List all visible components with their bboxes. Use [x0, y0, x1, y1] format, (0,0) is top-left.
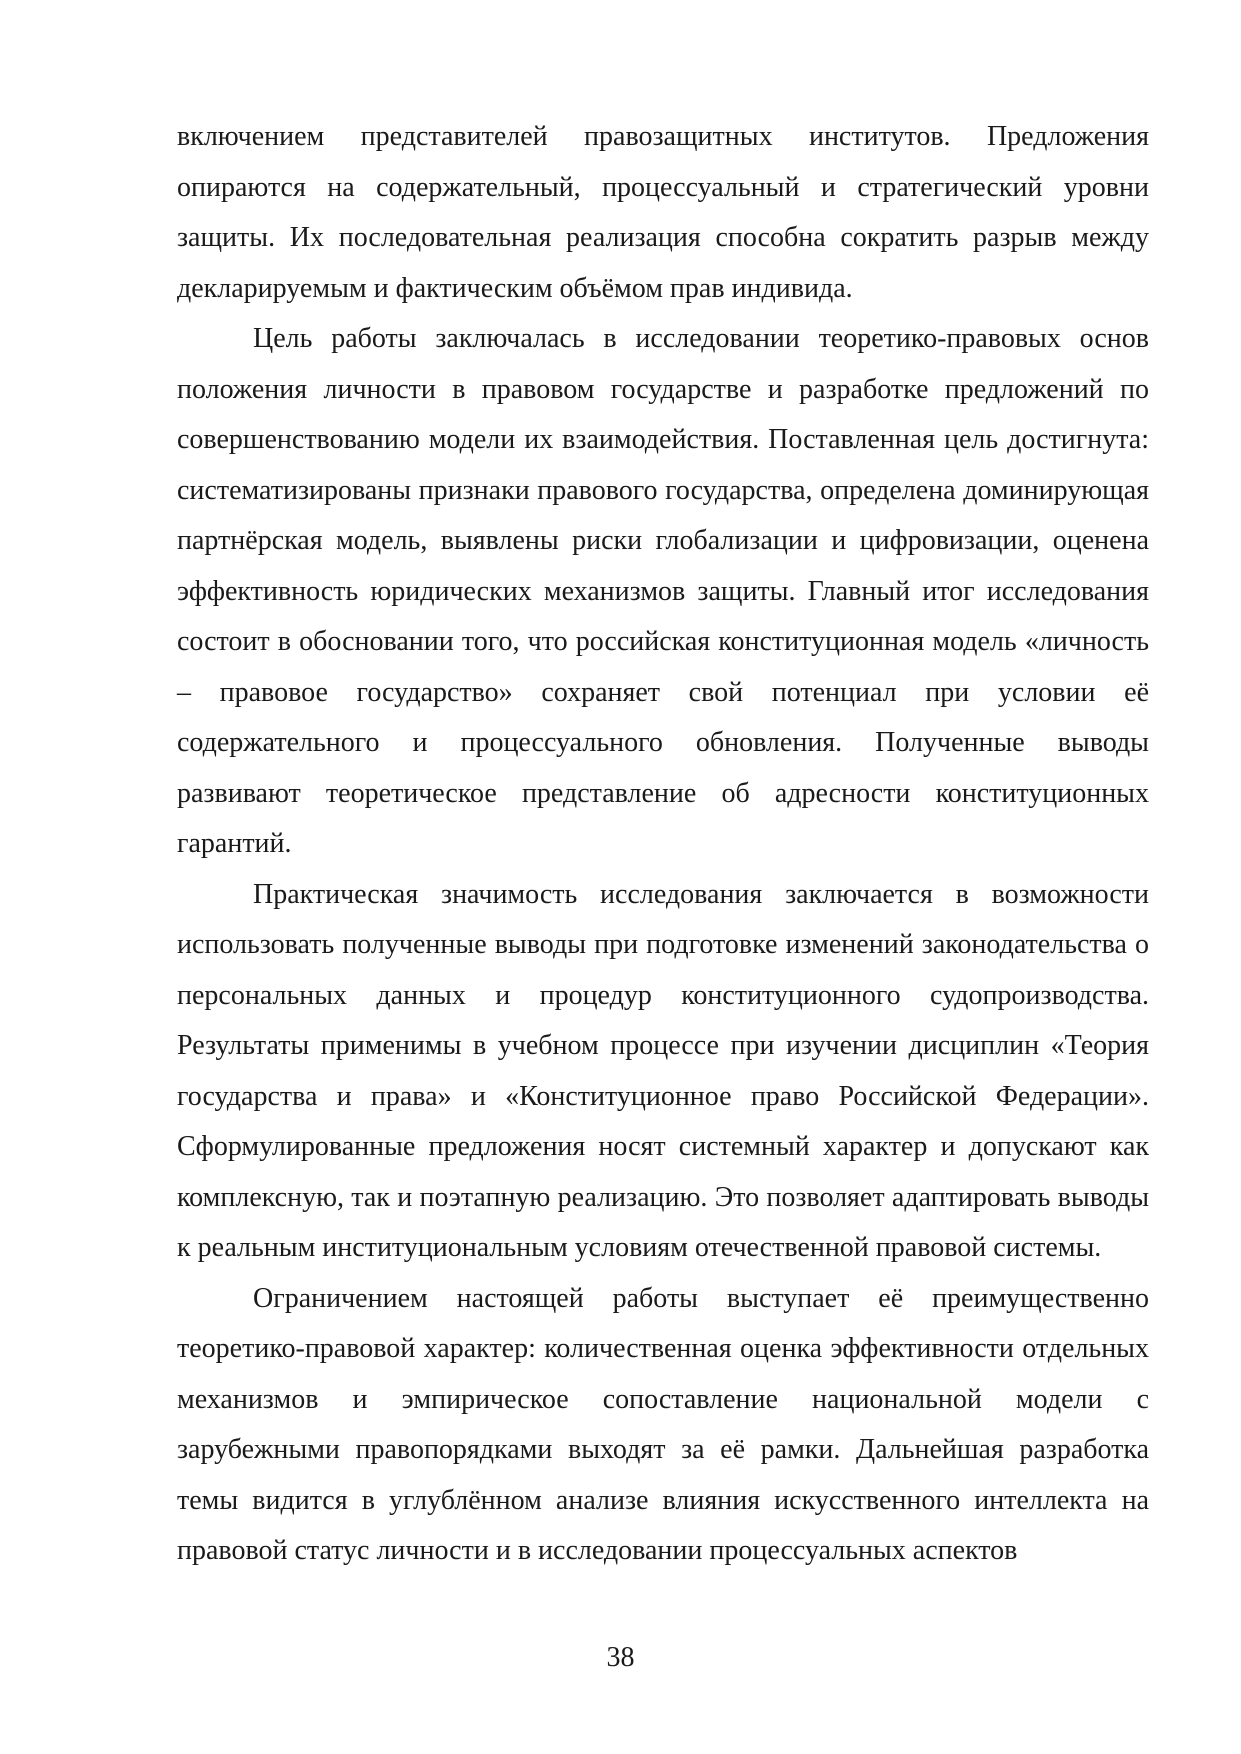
body-text: [177, 112, 1149, 1577]
paragraph-1: включением представителей правозащитных институтов. Предложения опираются на содержательный, процессуальный и стратегический уровни защиты. Их последовательная реализация способна сократить разрыв между декларируемым и фактическим объёмом прав индивида.: [177, 121, 1149, 304]
page-number: 38: [606, 1642, 635, 1673]
paragraph-4: Ограничением настоящей работы выступает её преимущественно теоретико-правовой характер: количественная оценка эффективности отдельных механизмов и эмпирическое сопоставление национальной модели с зарубежными правопорядками выходят за её рамки. Дальнейшая разработка темы видится в углублённом анализе влияния искусственного интеллекта на правовой статус личности и в исследовании процессуальных аспектов: [177, 1282, 1149, 1566]
paragraph-3: Практическая значимость исследования заключается в возможности использовать полученные выводы при подготовке изменений законодательства о персональных данных и процедур конституционного судопроизводства. Результаты применимы в учебном процессе при изучении дисциплин «Теория государства и права» и «Конституционное право Российской Федерации». Сформулированные предложения носят системный характер и допускают как комплексную, так и поэтапную реализацию. Это позволяет адаптировать выводы к реальным институциональным условиям отечественной правовой системы.: [177, 878, 1149, 1263]
paragraph-2: Цель работы заключалась в исследовании теоретико-правовых основ положения личности в правовом государстве и разработке предложений по совершенствованию модели их взаимодействия. Поставленная цель достигнута: систематизированы признаки правового государства, определена доминирующая партнёрская модель, выявлены риски глобализации и цифровизации, оценена эффективность юридических механизмов защиты. Главный итог исследования состоит в обосновании того, что российская конституционная модель «личность – правовое государство» сохраняет свой потенциал при условии её содержательного и процессуального обновления. Полученные выводы развивают теоретическое представление об адресности конституционных гарантий.: [177, 323, 1149, 859]
